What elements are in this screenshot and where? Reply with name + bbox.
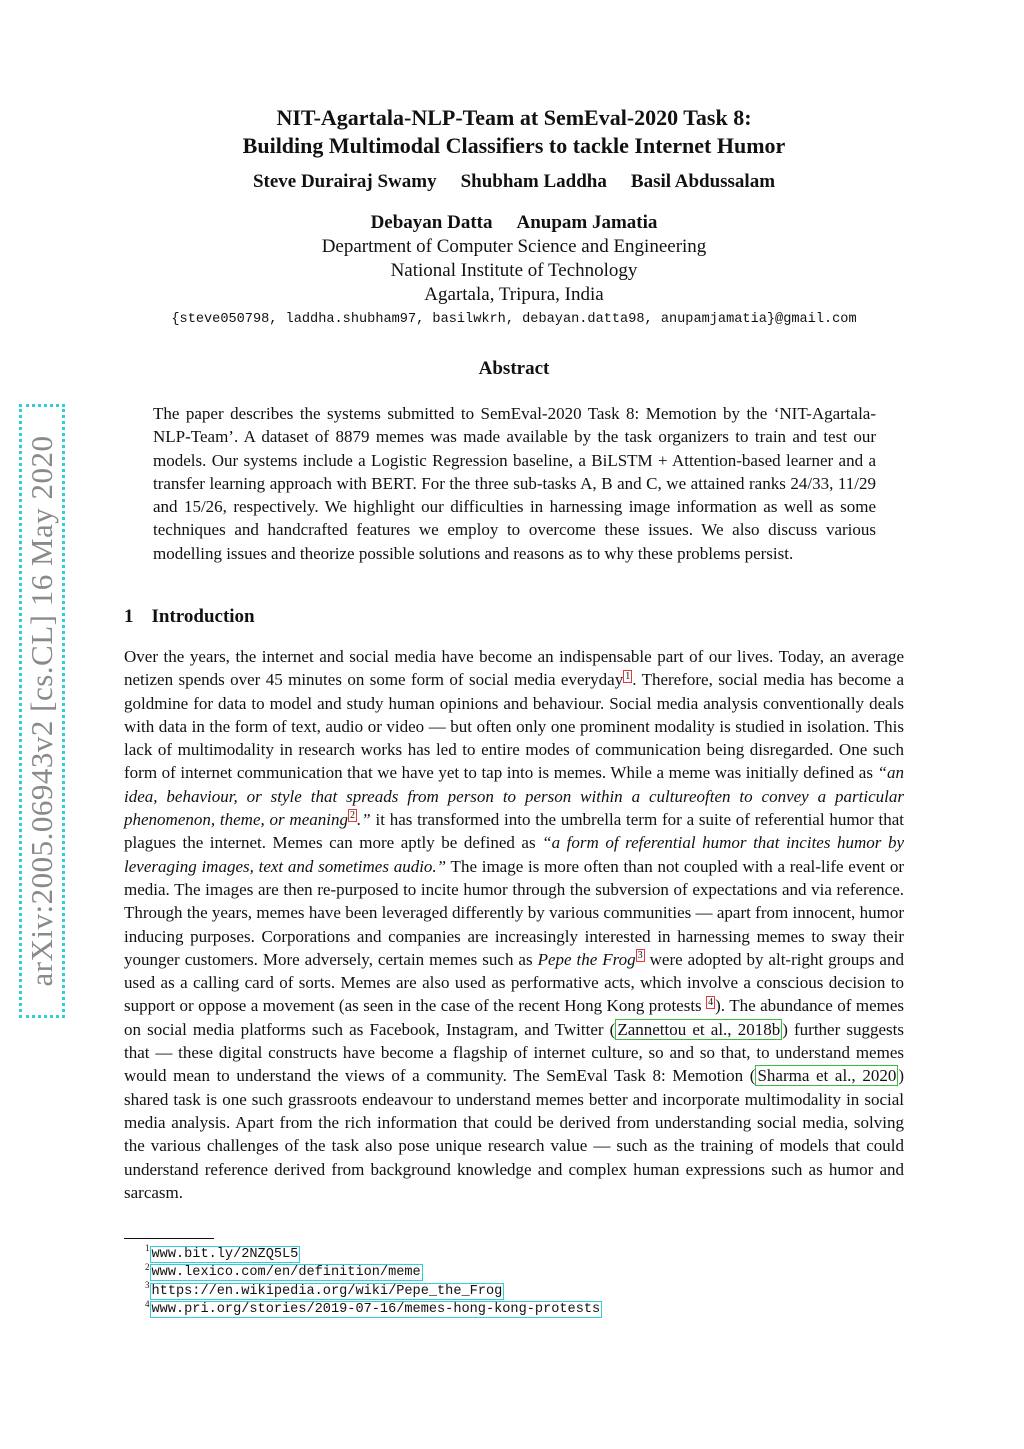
intro-text: Over the years, the internet and social media have become an indispensable part of our lives. Today, an average netizen spends over 45 minutes on some form of social media everyday	[124, 647, 904, 690]
section-heading	[124, 606, 255, 628]
pepe-the-frog-term: Pepe the Frog	[537, 949, 636, 969]
footnote-number: 4	[145, 1298, 150, 1309]
footnote-item	[145, 1280, 602, 1299]
footnote-number: 1	[145, 1243, 150, 1253]
footnote-link[interactable]: www.bit.ly/2NZQ5L5	[151, 1246, 299, 1262]
footnote-link[interactable]: https://en.wikipedia.org/wiki/Pepe_the_Frog	[151, 1283, 503, 1299]
author-name: Debayan Datta	[370, 212, 493, 233]
author-name: Anupam Jamatia	[516, 212, 658, 233]
authors-row-2	[124, 212, 904, 234]
intro-text: . Therefore, social media has become a goldmine for data to model and study human opinions and behaviour. Social media analysis conventionally deals with data in the form of text, audio or video — but often only one prominent modality is studied in isolation. This lack of multimodality in research works has led to entire modes of communication being disregarded. One such form of internet communication that we have yet to tap into is memes. While a meme was initially defined as	[124, 670, 905, 783]
abstract-text: The paper describes the systems submitted to SemEval-2020 Task 8: Memotion by the ‘NIT-Agartala-NLP-Team’. A dataset of 8879 memes was made available by the task organizers to train and test our models. Our systems include a Logistic Regression baseline, a BiLSTM + Attention-based learner and a transfer learning approach with BERT. For the three sub-tasks A, B and C, we attained ranks 24/33, 11/29 and 15/26, respectively. We highlight our difficulties in harnessing image information as well as some techniques and handcrafted features we employ to overcome these issues. We also discuss various modelling issues and theorize possible solutions and reasons as to why these problems persist.	[153, 404, 876, 563]
footnote-rule	[124, 1238, 214, 1239]
intro-text: were adopted by alt-right groups and used as a calling card of sorts. Memes are also used as performative acts, which involve a conscious decision to support or oppose a movement (as seen in the case of the recent Hong Kong protests	[124, 949, 904, 1016]
abstract-heading: Abstract	[478, 358, 550, 379]
footnotes	[145, 1243, 602, 1317]
meme-definition-quote: “an idea, behaviour, or style that spreads from person to person within a cultureoften to convey a particular phenomenon, theme, or meaning	[124, 763, 904, 830]
author-name: Steve Durairaj Swamy	[252, 171, 437, 192]
footnote-ref[interactable]: 2	[349, 810, 355, 822]
arxiv-stamp[interactable]	[19, 404, 65, 1018]
author-name: Shubham Laddha	[460, 171, 607, 192]
arxiv-stamp-text: arXiv:2005.06943v2 [cs.CL] 16 May 2020	[24, 435, 59, 987]
footnote-item	[145, 1262, 602, 1281]
intro-text: ) further suggests that — these digital constructs have become a flagship of internet culture, so and so that, to understand memes would mean to understand the views of a community. The SemEval Task 8: Memotion (	[124, 1019, 905, 1086]
footnote-ref[interactable]: 1	[625, 670, 631, 682]
citation-link[interactable]: Zannettou et al., 2018b	[617, 1019, 781, 1039]
intro-text: The image is more often than not coupled with a real-life event or media. The images are then re-purposed to incite humor through the subversion of expectations and via reference. Through the years, memes have been leveraged differently by various communities — apart from innocent, humor inducing purposes. Corporations and companies are increasingly interested in harnessing memes to sway their younger customers. More adversely, certain memes such as	[124, 856, 904, 969]
footnote-item	[145, 1243, 602, 1262]
footnote-item	[145, 1299, 602, 1318]
footnote-number: 3	[145, 1280, 150, 1290]
footnote-link[interactable]: www.lexico.com/en/definition/meme	[151, 1265, 421, 1281]
intro-text: ). The abundance of memes on social media platforms such as Facebook, Instagram, and Twitter (	[124, 996, 905, 1039]
section-number: 1	[124, 606, 134, 627]
authors-row-1	[124, 171, 904, 193]
affiliation-department: Department of Computer Science and Engineering	[321, 236, 707, 257]
footnote-link[interactable]: www.pri.org/stories/2019-07-16/memes-hong-kong-protests	[151, 1302, 601, 1318]
author-emails: {steve050798, laddha.shubham97, basilwkrh, debayan.datta98, anupamjamatia}@gmail.com	[171, 312, 857, 327]
citation-link[interactable]: Sharma et al., 2020	[757, 1066, 897, 1086]
affiliation-institute: National Institute of Technology	[390, 260, 638, 281]
footnote-ref[interactable]: 4	[708, 996, 714, 1008]
footnote-ref[interactable]: 3	[637, 950, 643, 962]
title-line-1: NIT-Agartala-NLP-Team at SemEval-2020 Task 8:	[276, 105, 752, 130]
introduction-paragraph	[124, 645, 904, 1204]
quote-end: .”	[356, 810, 371, 830]
meme-alt-definition-quote: “a form of referential humor that incites humor by leveraging images, text and sometimes audio.”	[124, 833, 905, 876]
footnote-number: 2	[145, 1261, 150, 1272]
paper-title	[124, 104, 904, 160]
section-title: Introduction	[151, 606, 255, 627]
title-line-2: Building Multimodal Classifiers to tackle Internet Humor	[242, 133, 786, 158]
intro-text: it has transformed into the umbrella term for a suite of referential humor that plagues the internet. Memes can more aptly be defined as	[124, 810, 904, 853]
author-name: Basil Abdussalam	[630, 171, 776, 192]
intro-text: ) shared task is one such grassroots endeavour to understand memes better and incorporate multimodality in social media analysis. Apart from the rich information that could be derived from understanding social media, solving the various challenges of the task also pose unique research value — such as the training of models that could understand reference derived from background knowledge and complex human expressions such as humor and sarcasm.	[124, 1066, 904, 1202]
affiliation-location: Agartala, Tripura, India	[424, 284, 604, 305]
